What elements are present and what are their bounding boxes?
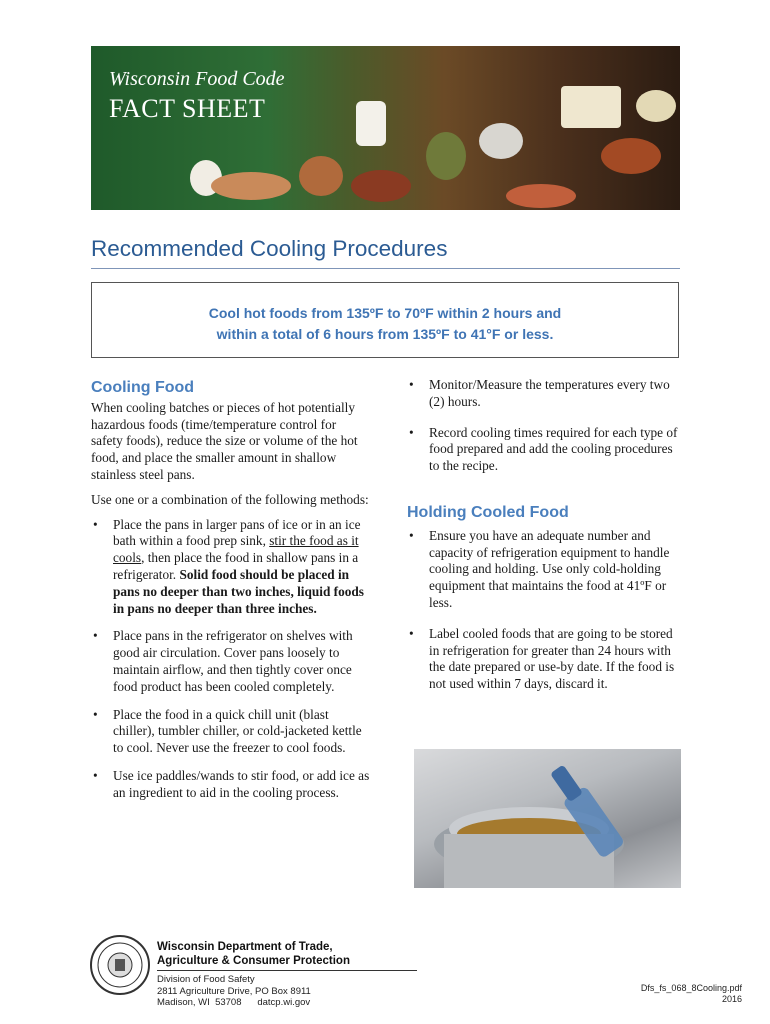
department-block: [157, 940, 417, 1009]
city-website: Madison, WI 53708 datcp.wi.gov: [157, 997, 311, 1008]
state-seal-icon: [90, 935, 150, 995]
list-item: [91, 517, 371, 618]
division-name: Division of Food Safety: [157, 974, 255, 985]
fact-sheet-banner: [91, 46, 680, 210]
callout-line-2: within a total of 6 hours from 135ºF to 41°F or less.: [216, 326, 554, 342]
document-year: 2016: [721, 994, 742, 1004]
list-item-text: Ensure you have an adequate number and capacity of refrigeration equipment to handle cooling and holding. Use only cold-holding equipment that maintains the food at 41ºF or less.: [429, 527, 670, 610]
file-name: Dfs_fs_068_8Cooling.pdf: [640, 983, 742, 993]
bullet-icon: •: [93, 628, 98, 644]
bullet-icon: •: [409, 625, 414, 641]
bullet-icon: •: [409, 377, 414, 392]
holding-food-heading: Holding Cooled Food: [407, 503, 569, 521]
list-item: [407, 626, 685, 693]
title-divider: [91, 268, 680, 269]
list-item-text: Record cooling times required for each type of food prepared and add the cooling procedures to the recipe.: [429, 424, 678, 474]
list-item-text: Place the food in a quick chill unit (blast chiller), tumbler chiller, or cold-jacketed kettle to cool. Never use the freezer to cool foods.: [113, 706, 362, 756]
document-reference: [641, 983, 742, 1005]
ice-wand-photo: [414, 749, 681, 888]
bold-text: Solid food should be placed in pans no deeper than two inches, liquid foods in pans no deeper than three inches.: [113, 566, 364, 616]
list-item-text: Use ice paddles/wands to stir food, or add ice as an ingredient to aid in the cooling process.: [113, 767, 370, 800]
department-name-1: Wisconsin Department of Trade,: [157, 941, 333, 953]
department-divider: [157, 970, 417, 971]
cooling-methods-list: [91, 517, 371, 802]
right-column: [407, 377, 685, 704]
list-item-text: , then place the food in shallow pans in a refrigerator.: [113, 550, 359, 582]
list-item-text: Place pans in the refrigerator on shelves with good air circulation. Cover pans loosely to maintain airflow, and then tightly cover once food product has been cooled completely.: [113, 628, 353, 694]
monitoring-list: [407, 377, 685, 475]
holding-list: [407, 528, 685, 693]
banner-subtitle: Wisconsin Food Code: [109, 68, 285, 90]
list-item-text: Place the pans in larger pans of ice or in an ice bath within a food prep sink,: [113, 516, 361, 549]
bullet-icon: •: [93, 516, 98, 532]
list-item-text: Monitor/Measure the temperatures every two (2) hours.: [429, 377, 670, 409]
list-item: [91, 628, 371, 695]
list-item: [407, 528, 685, 612]
list-item: [91, 768, 371, 802]
underlined-text: stir the food as it cools: [113, 533, 359, 566]
cooling-food-heading: Cooling Food: [91, 379, 195, 396]
department-name-2: Agriculture & Consumer Protection: [157, 955, 350, 967]
methods-intro: Use one or a combination of the following methods:: [91, 491, 369, 507]
street-address: 2811 Agriculture Drive, PO Box 8911: [157, 985, 311, 997]
page-title: Recommended Cooling Procedures: [91, 236, 448, 261]
bullet-icon: •: [93, 706, 98, 722]
banner-title: FACT SHEET: [109, 94, 266, 123]
cooling-intro: When cooling batches or pieces of hot potentially hazardous foods (time/temperature control for safety foods), reduce the size or volume of the hot food, and place the smaller amount in shallow stainless steel pans.: [91, 399, 358, 482]
ice-wand-illustration: [414, 749, 681, 888]
cooling-rule-callout: [91, 282, 679, 358]
bullet-icon: •: [409, 527, 414, 543]
list-item: [91, 707, 371, 757]
list-item: [407, 425, 685, 475]
bullet-icon: •: [93, 767, 98, 783]
list-item: [407, 377, 685, 411]
bullet-icon: •: [409, 424, 414, 440]
cooling-food-section: [91, 380, 371, 813]
callout-line-1: Cool hot foods from 135ºF to 70ºF within 2 hours and: [208, 305, 562, 321]
list-item-text: Label cooled foods that are going to be stored in refrigeration for greater than 24 hours with the date prepared or use-by date. If the food is not used within 7 days, discard it.: [429, 625, 675, 692]
